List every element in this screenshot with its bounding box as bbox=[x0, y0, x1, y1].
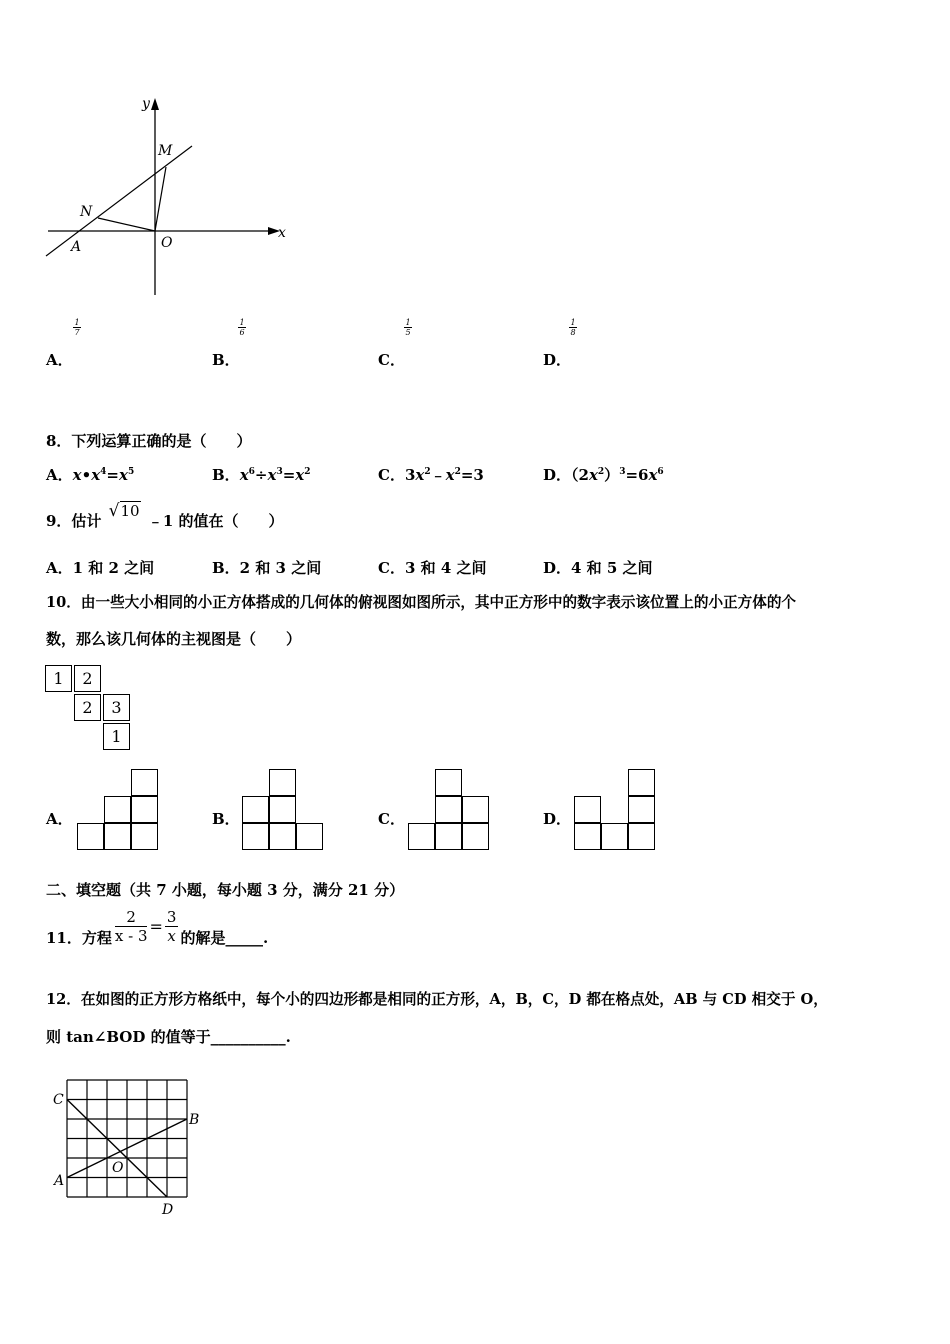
q7-option-c-num: 1 bbox=[405, 318, 411, 327]
front-view-cell bbox=[269, 823, 296, 850]
q7-label-N: N bbox=[80, 204, 93, 220]
q10-option-d-label[interactable]: D． bbox=[543, 810, 572, 828]
q7-label-M: M bbox=[158, 143, 173, 159]
q11-fraction-2 bbox=[165, 908, 179, 945]
q7-label-y: y bbox=[142, 96, 150, 112]
q11-frac1-den: x - 3 bbox=[114, 926, 148, 945]
q10-option-c-label[interactable]: C． bbox=[378, 810, 405, 828]
q7-coordinate-figure bbox=[40, 90, 300, 305]
q7-option-b-num: 1 bbox=[239, 318, 245, 327]
q12-label-B: B bbox=[189, 1112, 200, 1128]
top-view-cell: 3 bbox=[103, 694, 130, 721]
q10-option-c-figure[interactable] bbox=[408, 769, 493, 854]
q7-option-a-den: 7 bbox=[74, 328, 80, 337]
q10-stem-line2: 数，那么该几何体的主视图是（ ） bbox=[46, 630, 302, 648]
front-view-cell bbox=[462, 796, 489, 823]
top-view-cell: 2 bbox=[74, 665, 101, 692]
q7-option-b-fraction bbox=[238, 318, 246, 337]
section2-title: 二、填空题（共 7 小题，每小题 3 分，满分 21 分） bbox=[46, 881, 405, 899]
q7-option-b-label[interactable]: B． bbox=[212, 351, 240, 369]
q8-option-d[interactable]: D．$(2x^2)^3=6x^6$ bbox=[543, 466, 664, 484]
q10-option-a-label[interactable]: A． bbox=[46, 810, 73, 828]
q8-option-a[interactable]: A．$x•x^4=x^5$ bbox=[46, 466, 135, 484]
front-view-cell bbox=[269, 796, 296, 823]
q12-grid-figure bbox=[50, 1075, 220, 1220]
q11-frac1-num: 2 bbox=[115, 908, 148, 927]
front-view-cell bbox=[131, 769, 158, 796]
q8-option-c[interactable]: C．$3x^2﹣x^2=3$ bbox=[378, 466, 484, 484]
front-view-cell bbox=[601, 823, 628, 850]
q7-option-a-fraction bbox=[73, 318, 81, 337]
q10-option-a-figure[interactable] bbox=[77, 769, 162, 854]
q8-option-b[interactable]: B．$x^6\div x^3=x^2$ bbox=[212, 466, 311, 484]
q9-stem bbox=[46, 501, 284, 531]
q11-frac2-den: x bbox=[167, 926, 176, 945]
q9-radicand: 10 bbox=[120, 502, 140, 520]
q7-option-a-label[interactable]: A． bbox=[46, 351, 73, 369]
top-view-cell: 1 bbox=[103, 723, 130, 750]
q7-option-c-label[interactable]: C． bbox=[378, 351, 405, 369]
front-view-cell bbox=[435, 823, 462, 850]
front-view-cell bbox=[574, 823, 601, 850]
q12-label-O: O bbox=[112, 1160, 124, 1176]
q8-option-b-label: B． bbox=[212, 466, 240, 484]
front-view-cell bbox=[77, 823, 104, 850]
q7-label-x: x bbox=[278, 225, 286, 241]
front-view-cell bbox=[628, 796, 655, 823]
q7-option-d-fraction bbox=[569, 318, 577, 337]
q9-stem-post: ﹣1 的值在（ ） bbox=[147, 512, 284, 530]
q9-option-a[interactable]: A．1 和 2 之间 bbox=[46, 559, 155, 577]
front-view-cell bbox=[628, 823, 655, 850]
q12-stem-line1: 12．在如图的正方形方格纸中，每个小的四边形都是相同的正方形，A，B，C，D 都在格点处，AB 与 CD 相交于 O， bbox=[46, 991, 828, 1008]
q7-option-d-den: 8 bbox=[570, 328, 576, 337]
front-view-cell bbox=[131, 796, 158, 823]
front-view-cell bbox=[242, 796, 269, 823]
q11-pre: 11．方程 bbox=[46, 928, 112, 947]
top-view-cell: 2 bbox=[74, 694, 101, 721]
q11-fraction-1 bbox=[115, 908, 148, 945]
q12-label-A: A bbox=[54, 1173, 65, 1189]
front-view-cell bbox=[104, 823, 131, 850]
q11-stem bbox=[46, 903, 268, 949]
q11-equals: = bbox=[149, 916, 163, 936]
q8-option-a-label: A． bbox=[46, 466, 73, 484]
q9-stem-pre: 9．估计 bbox=[46, 512, 102, 530]
q8-stem: 8．下列运算正确的是（ ） bbox=[46, 432, 252, 450]
q12-stem-line2: 则 tan∠BOD 的值等于__________. bbox=[46, 1028, 291, 1046]
q10-top-view bbox=[45, 665, 135, 755]
q7-option-c-den: 5 bbox=[405, 328, 411, 337]
q10-option-b-figure[interactable] bbox=[242, 769, 327, 854]
front-view-cell bbox=[408, 823, 435, 850]
q10-option-b-label[interactable]: B． bbox=[212, 810, 240, 828]
front-view-cell bbox=[435, 796, 462, 823]
q9-option-c[interactable]: C．3 和 4 之间 bbox=[378, 559, 487, 577]
q9-sqrt: √10 bbox=[108, 501, 140, 521]
front-view-cell bbox=[462, 823, 489, 850]
q7-option-a-num: 1 bbox=[74, 318, 80, 327]
q7-label-O: O bbox=[161, 235, 173, 251]
front-view-cell bbox=[435, 769, 462, 796]
q8-option-d-label: D． bbox=[543, 466, 572, 484]
front-view-cell bbox=[104, 796, 131, 823]
q7-option-d-num: 1 bbox=[570, 318, 576, 327]
q10-stem-line1: 10．由一些大小相同的小正方体搭成的几何体的俯视图如图所示，其中正方形中的数字表示该位置上的小正方体的个 bbox=[46, 594, 797, 611]
front-view-cell bbox=[628, 769, 655, 796]
q7-label-A: A bbox=[71, 239, 82, 255]
front-view-cell bbox=[131, 823, 158, 850]
front-view-cell bbox=[296, 823, 323, 850]
q11-post: 的解是_____. bbox=[180, 928, 269, 947]
q9-option-b[interactable]: B．2 和 3 之间 bbox=[212, 559, 322, 577]
q11-frac2-num: 3 bbox=[166, 907, 177, 926]
q8-option-c-label: C． bbox=[378, 466, 405, 484]
q9-option-d[interactable]: D．4 和 5 之间 bbox=[543, 559, 653, 577]
front-view-cell bbox=[574, 796, 601, 823]
top-view-cell: 1 bbox=[45, 665, 72, 692]
q7-option-b-den: 6 bbox=[239, 328, 245, 337]
q7-option-d-label[interactable]: D． bbox=[543, 351, 572, 369]
front-view-cell bbox=[269, 769, 296, 796]
q12-label-D: D bbox=[162, 1202, 174, 1218]
q10-option-d-figure[interactable] bbox=[574, 769, 659, 854]
front-view-cell bbox=[242, 823, 269, 850]
q12-label-C: C bbox=[53, 1092, 64, 1108]
q7-option-c-fraction bbox=[404, 318, 412, 337]
